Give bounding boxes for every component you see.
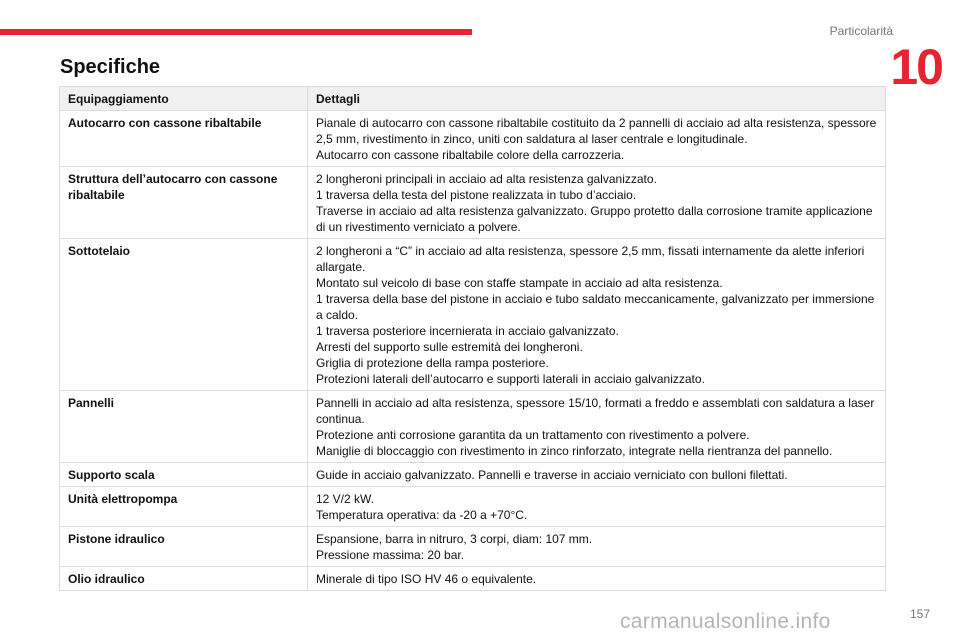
equipment-cell: Sottotelaio — [60, 239, 308, 391]
table-header-row — [60, 87, 886, 111]
detail-line: 2 longheroni a “C” in acciaio ad alta resistenza, spessore 2,5 mm, fissati internamente da alette inferiori allargate. — [316, 244, 865, 274]
detail-line: Maniglie di bloccaggio con rivestimento in zinco rinforzato, integrate nella rientranza del pannello. — [316, 444, 833, 458]
detail-line: Griglia di protezione della rampa posteriore. — [316, 356, 549, 370]
equipment-cell: Autocarro con cassone ribaltabile — [60, 111, 308, 167]
details-cell — [308, 391, 886, 463]
section-label: Particolarità — [829, 24, 893, 38]
table-row — [60, 527, 886, 567]
equipment-cell: Olio idraulico — [60, 567, 308, 591]
equipment-cell: Pistone idraulico — [60, 527, 308, 567]
details-cell — [308, 487, 886, 527]
details-cell — [308, 527, 886, 567]
table-row — [60, 239, 886, 391]
page-title: Specifiche — [60, 56, 161, 78]
detail-line: Pannelli in acciaio ad alta resistenza, spessore 15/10, formati a freddo e assemblati con saldatura a laser continua. — [316, 396, 875, 426]
table-row — [60, 463, 886, 487]
equipment-cell: Supporto scala — [60, 463, 308, 487]
column-header-details: Dettagli — [308, 87, 886, 111]
table-row — [60, 391, 886, 463]
detail-line: Temperatura operativa: da -20 a +70°C. — [316, 508, 528, 522]
table-row — [60, 567, 886, 591]
detail-line: 2 longheroni principali in acciaio ad alta resistenza galvanizzato. — [316, 172, 657, 186]
page-number: 157 — [909, 607, 930, 621]
detail-line: 1 traversa della base del pistone in acciaio e tubo saldato meccanicamente, galvanizzato per immersione a caldo. — [316, 292, 875, 322]
column-header-equipment: Equipaggiamento — [60, 87, 308, 111]
details-cell — [308, 567, 886, 591]
details-cell — [308, 111, 886, 167]
detail-line: Protezioni laterali dell’autocarro e supporti laterali in acciaio galvanizzato. — [316, 372, 705, 386]
detail-line: Traverse in acciaio ad alta resistenza galvanizzato. Gruppo protetto dalla corrosione tramite applicazione di un rivestimento verniciato a polvere. — [316, 204, 873, 234]
specifications-table — [59, 86, 886, 591]
equipment-cell: Unità elettropompa — [60, 487, 308, 527]
detail-line: Arresti del supporto sulle estremità dei longheroni. — [316, 340, 583, 354]
chapter-number: 10 — [890, 39, 942, 95]
table-row — [60, 167, 886, 239]
detail-line: Protezione anti corrosione garantita da un trattamento con rivestimento a polvere. — [316, 428, 750, 442]
detail-line: Minerale di tipo ISO HV 46 o equivalente. — [316, 572, 537, 586]
detail-line: Guide in acciaio galvanizzato. Pannelli e traverse in acciaio verniciato con bulloni filettati. — [316, 468, 788, 482]
table-row — [60, 487, 886, 527]
details-cell — [308, 463, 886, 487]
equipment-cell: Struttura dell’autocarro con cassone ribaltabile — [60, 167, 308, 239]
detail-line: Autocarro con cassone ribaltabile colore della carrozzeria. — [316, 148, 625, 162]
watermark: carmanualsonline.info — [620, 610, 831, 633]
details-cell — [308, 239, 886, 391]
header-accent-bar — [0, 29, 472, 35]
detail-line: 12 V/2 kW. — [316, 492, 375, 506]
equipment-cell: Pannelli — [60, 391, 308, 463]
detail-line: Pianale di autocarro con cassone ribaltabile costituito da 2 pannelli di acciaio ad alta resistenza, spessore 2,5 mm, rivestimento in zinco, uniti con saldatura al laser centrale e longitudinale. — [316, 116, 877, 146]
detail-line: Espansione, barra in nitruro, 3 corpi, diam: 107 mm. — [316, 532, 593, 546]
detail-line: Montato sul veicolo di base con staffe stampate in acciaio ad alta resistenza. — [316, 276, 723, 290]
details-cell — [308, 167, 886, 239]
detail-line: 1 traversa posteriore incernierata in acciaio galvanizzato. — [316, 324, 619, 338]
table-row — [60, 111, 886, 167]
detail-line: Pressione massima: 20 bar. — [316, 548, 465, 562]
detail-line: 1 traversa della testa del pistone realizzata in tubo d’acciaio. — [316, 188, 637, 202]
